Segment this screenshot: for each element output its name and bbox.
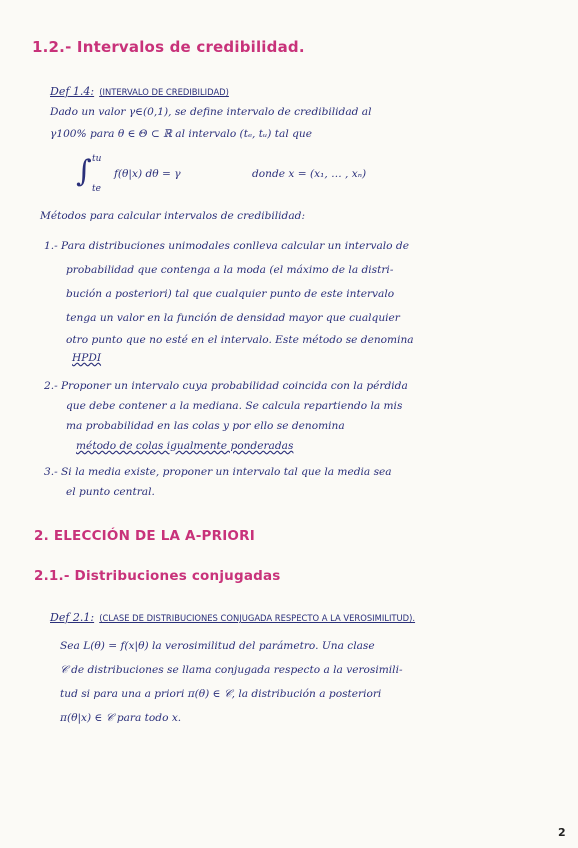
page-number: 2 <box>558 826 566 839</box>
method-2-line: 2.- Proponer un intervalo cuya probabilidad coincida con la pérdida <box>44 380 408 392</box>
method-2-line: ma probabilidad en las colas y por ello se denomina <box>66 420 345 432</box>
definition-2-1-header <box>50 606 415 625</box>
method-1-line: 1.- Para distribuciones unimodales conlleva calcular un intervalo de <box>44 240 409 252</box>
definition-text-line: Dado un valor γ∈(0,1), se define intervalo de credibilidad al <box>50 106 372 118</box>
section-title-conjugadas: 2.1.- Distribuciones conjugadas <box>34 568 281 584</box>
definition-title: (CLASE DE DISTRIBUCIONES CONJUGADA RESPECTO A LA VEROSIMILITUD). <box>99 613 416 623</box>
definition-text-line: γ100% para θ ∈ Θ ⊂ ℝ al intervalo (tₑ, tᵤ) tal que <box>50 128 312 140</box>
definition-text-line: tud si para una a priori π(θ) ∈ 𝒞, la distribución a posteriori <box>60 688 382 700</box>
definition-title: (INTERVALO DE CREDIBILIDAD) <box>99 87 229 97</box>
method-1-term-hpdi: HPDI <box>72 352 102 364</box>
definition-1-4-header <box>50 80 229 99</box>
method-1-line: otro punto que no esté en el intervalo. Este método se denomina <box>66 334 414 346</box>
section-title-intervalos: 1.2.- Intervalos de credibilidad. <box>32 38 305 56</box>
method-2-term: método de colas igualmente ponderadas <box>76 440 294 452</box>
definition-label: Def 1.4: <box>50 85 95 98</box>
integral-lower-limit: te <box>92 184 101 194</box>
method-1-line: bución a posteriori) tal que cualquier punto de este intervalo <box>66 288 395 300</box>
methods-intro: Métodos para calcular intervalos de credibilidad: <box>40 210 306 222</box>
integral-where-clause: donde x = (x₁, … , xₙ) <box>252 168 367 180</box>
method-1-line: probabilidad que contenga a la moda (el máximo de la distri- <box>66 264 394 276</box>
integral-expression: f(θ|x) dθ = γ <box>114 168 181 180</box>
definition-text-line: Sea L(θ) = f(x|θ) la verosimilitud del parámetro. Una clase <box>60 640 375 652</box>
integral-sign: ∫ <box>76 154 92 189</box>
method-3-line: el punto central. <box>66 486 155 498</box>
integral-upper-limit: tu <box>92 154 102 164</box>
definition-label: Def 2.1: <box>50 611 95 624</box>
method-2-line: que debe contener a la mediana. Se calcula repartiendo la mis <box>66 400 403 412</box>
method-1-line: tenga un valor en la función de densidad mayor que cualquier <box>66 312 400 324</box>
definition-text-line: 𝒞 de distribuciones se llama conjugada respecto a la verosimili- <box>60 664 403 676</box>
definition-text-line: π(θ|x) ∈ 𝒞 para todo x. <box>60 712 182 724</box>
method-3-line: 3.- Si la media existe, proponer un intervalo tal que la media sea <box>44 466 392 478</box>
section-title-eleccion: 2. ELECCIÓN DE LA A-PRIORI <box>34 528 255 544</box>
